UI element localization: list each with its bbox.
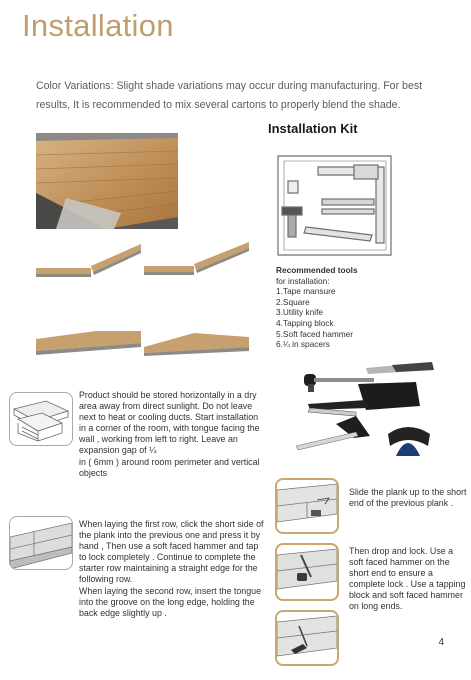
plank-joint-photo-2 — [144, 240, 249, 288]
tool-item: 1.Tape mansure — [276, 286, 336, 297]
plank-joint-photo-1 — [36, 240, 141, 288]
storage-instructions: Product should be stored horizontally in a dry area away from direct sunlight. Do not leave next to heat or cooling ducts. Start installation in a corner of the room, with tongue facing the wall , working from left to right. Leave an expansion gap of ¼ in ( 6mm ) around room perimeter and vertical objects — [79, 390, 260, 478]
slide-plank-instructions: Slide the plank up to the short end of the previous plank . — [349, 487, 467, 509]
tool-item: 5.Soft faced hammer — [276, 328, 354, 339]
tool-item: 3.Utility knife — [276, 307, 324, 318]
installation-kit-sketch — [276, 151, 398, 259]
tools-heading: Recommended tools — [276, 265, 358, 275]
storage-illustration — [9, 392, 73, 446]
color-variation-note: Color Variations: Slight shade variations may occur during manufacturing. For best results, It is recommended to mix several cartons to properly blend the shade. — [36, 80, 423, 111]
page-number: 4 — [438, 637, 444, 648]
slide-plank-illustration — [275, 478, 339, 534]
first-row-instructions: When laying the first row, click the short side of the plank into the previous one and press it by hand , Then use a soft faced hammer and tap to lock completely . Continue to complete the starter row maintaining a straight edge for the following row. When laying the second row, insert the tongue into the groove on the long edge, holding the back edge slightly up . — [79, 519, 264, 618]
tapping-block-illustration — [275, 610, 339, 666]
tools-photo — [296, 360, 438, 464]
plank-joint-photo-4 — [144, 325, 249, 357]
installation-kit-title: Installation Kit — [268, 121, 358, 136]
first-row-illustration — [9, 516, 73, 570]
tool-item: 2.Square — [276, 296, 310, 307]
drop-lock-illustration — [275, 543, 339, 601]
page-title: Installation — [22, 8, 174, 43]
tool-item: 4.Tapping block — [276, 317, 334, 328]
recommended-tools — [276, 265, 436, 350]
plank-joint-photo-3 — [36, 325, 141, 357]
floor-install-photo — [36, 133, 178, 229]
drop-lock-instructions: Then drop and lock. Use a soft faced hammer on the short end to ensure a complete lock . Use a tapping block and soft faced hammer on long ends. — [349, 546, 466, 612]
tools-subheading: for installation: — [276, 275, 330, 286]
tool-item: 6.¼ in spacers — [276, 339, 330, 350]
